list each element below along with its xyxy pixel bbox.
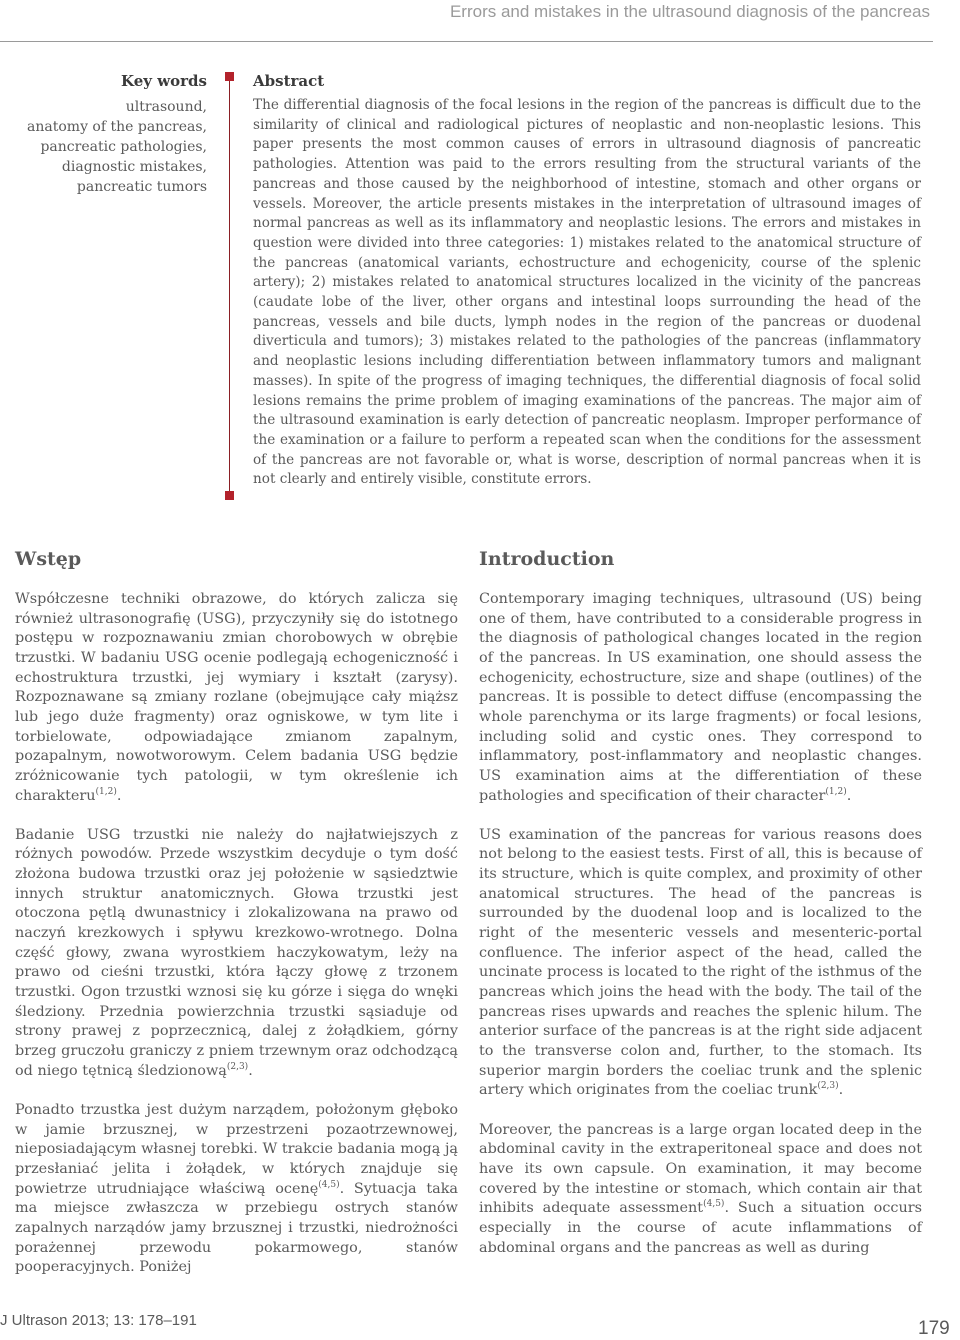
keyword-item: pancreatic pathologies,: [40, 139, 207, 155]
paragraph: US examination of the pancreas for various reasons does not belong to the easiest tests. First of all, this is because of its structure, which is quite complex, and proximity of other anatomical structures. The head of the pancreas is surrounded by the duodenal loop and is localized to the right of the mesenteric vessels and mesenteric-portal confluence. The inferior aspect of the head, called the uncinate process is located to the right of the isthmus of the pancreas which joins the head with the body. The tail of the pancreas rises upwards and reaches the splenic hilum. The anterior surface of the pancreas is at the right side adjacent to the transverse colon and, further, to the stomach. Its superior margin borders the coeliac trunk and the splenic artery which originates from the coeliac trunk$^{(2,3)}$.: [479, 826, 922, 1099]
keywords-block: [0, 71, 207, 197]
paragraph-text: Ponadto trzustka jest dużym narządem, położonym głęboko w jamie brzusznej, w przestrzeni pozaotrzewnowej, nieposiadającym własnej torebki. W trakcie badania mogą ją przesłaniać jelita i żołądek, w których znajduje się powietrze utrudniające właściwą ocenę: [15, 1101, 458, 1197]
polish-column: [15, 590, 458, 1297]
citation-ref: (2,3): [817, 1081, 839, 1092]
paragraph: Współczesne techniki obrazowe, do których zalicza się również ultrasonografię (USG), przyczyniły się do istotnego postępu w rozpoznawaniu zmian chorobowych w obrębie trzustki. W badaniu USG ocenie podlegają echogeniczność i echostruktura trzustki, jej wymiary i kształt (zarysy). Rozpoznawane są zmiany rozlane (obejmujące cały miąższ lub jego duże fragmenty) oraz ogniskowe, w tym lite i torbielowate, odpowiadające zmianom zapalnym, pozapalnym, nowotworowym. Celem badania USG będzie zróżnicowanie tych patologii, w tym określenie ich charakteru$^{(1,2)}$.: [15, 591, 458, 804]
page-number: 179: [918, 1318, 950, 1339]
keyword-item: anatomy of the pancreas,: [27, 119, 207, 135]
keyword-item: ultrasound,: [125, 99, 207, 115]
header-divider: [0, 41, 933, 42]
keyword-item: diagnostic mistakes,: [61, 159, 207, 175]
citation-ref: (2,3): [226, 1061, 249, 1072]
paragraph-text: Moreover, the pancreas is a large organ located deep in the abdominal cavity in the extraperitoneal space and does not have its own capsule. On examination, it may become covered by the intestine or stomach, which contain air that inhibits adequate assessment: [479, 1121, 922, 1217]
journal-citation: J Ultrason 2013; 13: 178–191: [0, 1312, 197, 1329]
paragraph-text: . Such a situation occurs especially in the course of acute inflammations of abdominal organs and the pancreas as well as during: [479, 1200, 922, 1256]
abstract-block: [253, 71, 921, 490]
abstract-heading: Abstract: [253, 72, 325, 90]
introduction-heading: Introduction: [479, 548, 615, 570]
keywords-heading: Key words: [121, 72, 207, 90]
citation-ref: (1,2): [95, 786, 117, 797]
abstract-marker-top: [225, 72, 234, 81]
citation-ref: (4,5): [703, 1199, 725, 1210]
paragraph: [15, 1101, 458, 1278]
paragraph-text: Contemporary imaging techniques, ultrasound (US) being one of them, have contributed to a considerable progress in the diagnosis of pathological changes located in the region of the pancreas. In US examination, one should assess the echogenicity, echostructure, size and shape (outlines) of the pancreas. It is possible to detect diffuse (encompassing the whole parenchyma or its large fragments) or focal lesions, including solid and cystic ones. They correspond to inflammatory, post-inflammatory and neoplastic changes. US examination aims at the differentiation of these pathologies and specification of their character: [479, 591, 922, 804]
citation-ref: (4,5): [318, 1179, 340, 1190]
paragraph-text: Współczesne techniki obrazowe, do których zalicza się również ultrasonografię (USG), przyczyniły się do istotnego postępu w rozpoznawaniu zmian chorobowych w obrębie trzustki. W badaniu USG ocenie podlegają echogeniczność i echostruktura trzustki, jej wymiary i kształt (zarysy). Rozpoznawane są zmiany rozlane (obejmujące cały miąższ lub jego duże fragmenty) oraz ogniskowe, w tym lite i torbielowate, odpowiadające zmianom zapalnym, pozapalnym, nowotworowym. Celem badania USG będzie zróżnicowanie tych patologii, w tym określenie ich charakteru: [15, 591, 458, 804]
paragraph: Contemporary imaging techniques, ultrasound (US) being one of them, have contributed to a considerable progress in the diagnosis of pathological changes located in the region of the pancreas. In US examination, one should assess the echogenicity, echostructure, size and shape (outlines) of the pancreas. It is possible to detect diffuse (encompassing the whole parenchyma or its large fragments) or focal lesions, including solid and cystic ones. They correspond to inflammatory, post-inflammatory and neoplastic changes. US examination aims at the differentiation of these pathologies and specification of their character$^{(1,2)}$.: [479, 591, 922, 804]
paragraph: [479, 1121, 922, 1259]
english-column: [479, 590, 922, 1278]
abstract-marker-bottom: [225, 491, 234, 500]
running-title: Errors and mistakes in the ultrasound diagnosis of the pancreas: [449, 2, 930, 21]
citation-ref: (1,2): [825, 786, 847, 797]
abstract-marker-line: [229, 78, 230, 500]
keyword-item: pancreatic tumors: [76, 179, 207, 195]
paragraph-text: . Sytuacja taka ma miejsce zwłaszcza w przebiegu ostrych stanów zapalnych narządów jamy brzusznej i trzustki, niedrożności porażennej przewodu pokarmowego, stanów pooperacyjnych. Poniżej: [15, 1180, 458, 1276]
paragraph: Badanie USG trzustki nie należy do najłatwiejszych z różnych powodów. Przede wszystkim decyduje o tym dość złożona budowa trzustki oraz jej położenie w sąsiedztwie innych struktur anatomicznych. Głowa trzustki jest otoczona pętlą dwunastnicy i zlokalizowana na prawo od naczyń krezkowych i spływu krezkowo-wrotnego. Dolna część głowy, zwana wyrostkiem haczykowatym, leży na prawo od cieśni trzustki, która łączy głowę z trzonem trzustki. Ogon trzustki wznosi się ku górze i sięga do wnęki śledziony. Przednia powierzchnia trzustki sąsiaduje od strony prawej z poprzecznicą, dalej z żołądkiem, górny brzeg gruczołu graniczy z pniem trzewnym oraz odchodzącą od niego tętnicą śledzionową$^{(2,3)}$.: [15, 826, 458, 1079]
abstract-text: The differential diagnosis of the focal lesions in the region of the pancreas is difficult due to the similarity of clinical and radiological pictures of neoplastic and non-neoplastic lesions. This paper presents the most common causes of errors in ultrasound diagnosis of pancreatic pathologies. Attention was paid to the errors resulting from the structural variants of the pancreas and those caused by the neighborhood of intestine, stomach and other organs or vessels. Moreover, the article presents mistakes in the interpretation of ultrasound images of normal pancreas as well as its inflammatory and neoplastic lesions. The errors and mistakes in question were divided into three categories: 1) mistakes related to the anatomical structure of the pancreas (anatomical variants, echostructure and echogenicity, course of the splenic artery); 2) mistakes related to anatomical structures localized in the vicinity of the pancreas (caudate lobe of the liver, other organs and intestinal loops surrounding the head of the pancreas, vessels and bile ducts, lymph nodes in the region of the pancreas or duodenal diverticula and tumors); 3) mistakes related to the pathologies of the pancreas (inflammatory and neoplastic lesions including differentiation between inflammatory tumors and malignant masses). In spite of the progress of imaging techniques, the differential diagnosis of focal solid lesions remains the prime problem of imaging examinations of the pancreas. The major aim of the ultrasound examination is early detection of pancreatic neoplasm. Improper performance of the examination or a failure to perform a repeated scan when the conditions for the assessment of the pancreas are not favorable or, what is worse, description of normal pancreas when it is not clearly and entirely visible, constitute errors.: [253, 97, 921, 488]
paragraph-text: US examination of the pancreas for various reasons does not belong to the easiest tests. First of all, this is because of its structure, which is quite complex, and proximity of other anatomical structures. The head of the pancreas is surrounded by the duodenal loop and is localized to the right of the mesenteric vessels and mesenteric-portal confluence. The inferior aspect of the head, called the uncinate process is located to the right of the isthmus of the pancreas which joins the head with the body. The tail of the pancreas rises upwards and reaches the splenic hilum. The anterior surface of the pancreas is at the right side adjacent to the transverse colon and, further, to the stomach. Its superior margin borders the coeliac trunk and the splenic artery which originates from the coeliac trunk: [479, 826, 922, 1099]
wstep-heading: Wstęp: [15, 548, 82, 570]
paragraph-text: Badanie USG trzustki nie należy do najłatwiejszych z różnych powodów. Przede wszystkim decyduje o tym dość złożona budowa trzustki oraz jej położenie w sąsiedztwie innych struktur anatomicznych. Głowa trzustki jest otoczona pętlą dwunastnicy i zlokalizowana na prawo od naczyń krezkowych i spływu krezkowo-wrotnego. Dolna część głowy, zwana wyrostkiem haczykowatym, leży na prawo od cieśni trzustki, która łączy głowę z trzonem trzustki. Ogon trzustki wznosi się ku górze i sięga do wnęki śledziony. Przednia powierzchnia trzustki sąsiaduje od strony prawej z poprzecznicą, dalej z żołądkiem, górny brzeg gruczołu graniczy z pniem trzewnym oraz odchodzącą od niego tętnicą śledzionową: [15, 826, 458, 1079]
